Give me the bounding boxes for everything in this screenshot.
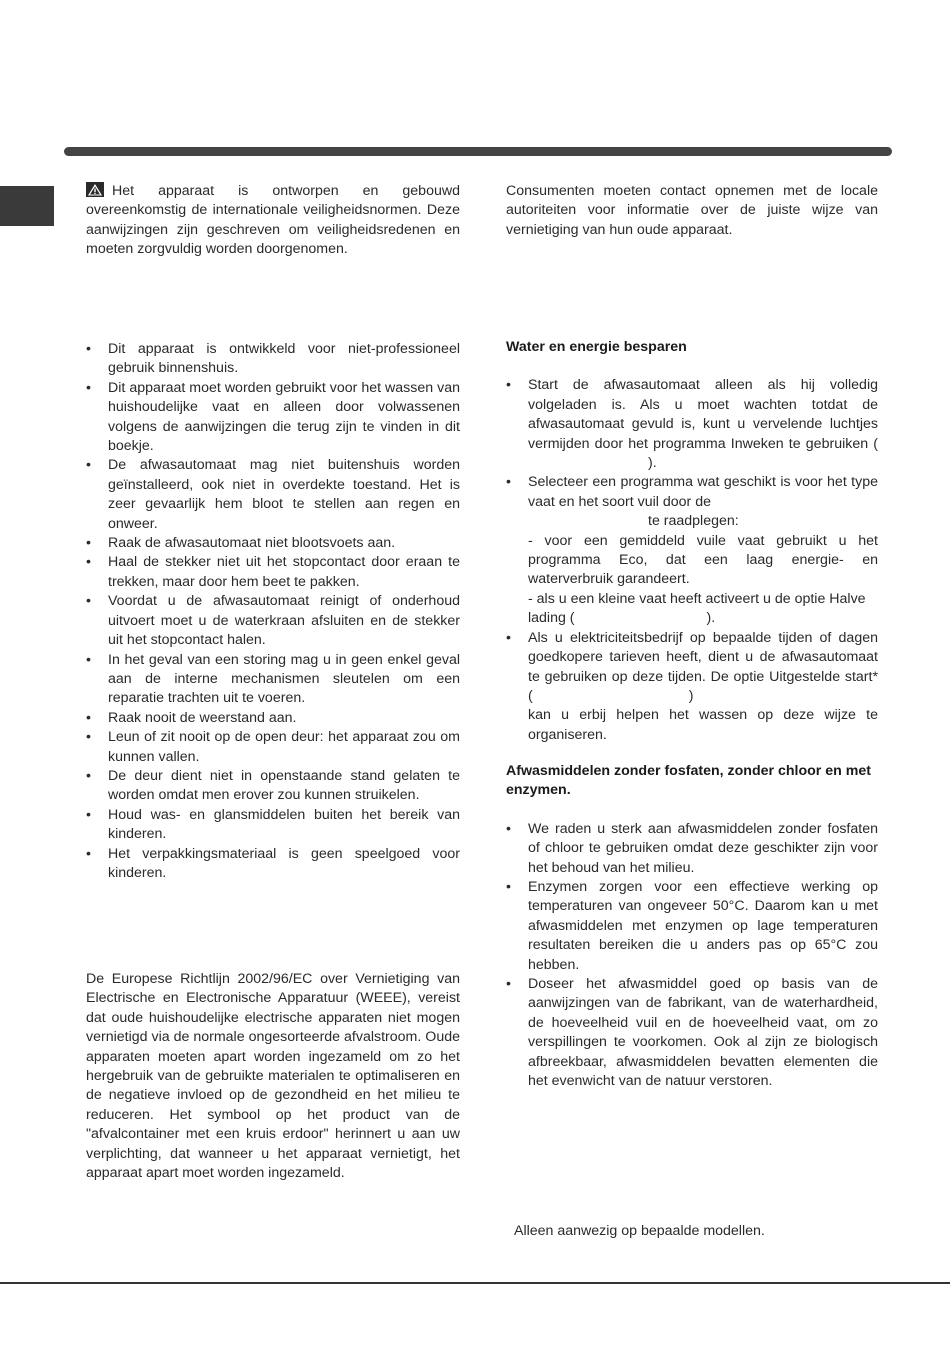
- list-item: • We raden u sterk aan afwasmiddelen zonder fosfaten of chloor te gebruiken omdat deze geschikter zijn voor het behoud van het milieu.: [506, 820, 878, 878]
- consumers-section: [506, 182, 878, 240]
- saving-item-text: Als u elektriciteitsbedrijf op bepaalde tijden of dagen goedkopere tarieven heeft, dient u de afwasautomaat te gebruiken op deze tijden. De optie Uitgestelde start* (: [528, 629, 878, 704]
- list-item: • De afwasautomaat mag niet buitenshuis worden geïnstalleerd, ook niet in overdekte toestand. Het is zeer gevaarlijk hem bloot te stellen aan regen en onweer.: [86, 456, 460, 534]
- list-item: [506, 629, 878, 745]
- weee-paragraph: De Europese Richtlijn 2002/96/EC over Vernietiging van Electrische en Electronische Apparatuur (WEEE), vereist dat oude huishoudelijke electrische apparaten niet mogen vernietigd via de normale ongesorteerde afvalstroom. Oude apparaten moeten apart worden ingezameld om zo het hergebruik van de gebruikte materialen te optimaliseren en de negatieve invloed op de gezondheid en het milieu te reduceren. Het symbool op het product van de "afvalcontainer met een kruis erdoor" herinnert u aan uw verplichting, dat wanneer u het apparaat vernietigt, het apparaat apart moet worden ingezameld.: [86, 971, 460, 1182]
- list-item: • Het verpakkingsmateriaal is geen speelgoed voor kinderen.: [86, 845, 460, 884]
- list-item: • Doseer het afwasmiddel goed op basis van de aanwijzingen van de fabrikant, van de waterhardheid, de hoeveelheid vuil en de hoeveelheid vaat, om zo verspillingen te voorkomen. Ook al zijn ze biologisch afbreekbaar, afwasmiddelen bevatten elementen die het evenwicht van de natuur verstoren.: [506, 975, 878, 1091]
- list-item: • In het geval van een storing mag u in geen enkel geval aan de interne mechanismen sleutelen om een reparatie trachten uit te voeren.: [86, 651, 460, 709]
- saving-item-text: • Selecteer een programma wat geschikt is voor het type vaat en het soort vuil door de: [528, 474, 878, 510]
- list-item: • Haal de stekker niet uit het stopcontact door eraan te trekken, maar door hem beet te pakken.: [86, 553, 460, 592]
- list-item: [506, 473, 878, 628]
- list-item: • Dit apparaat moet worden gebruikt voor het wassen van huishoudelijke vaat en alleen door volwassenen volgens de aanwijzingen die terug zijn te vinden in dit boekje.: [86, 379, 460, 457]
- safety-section: [86, 340, 460, 883]
- footnote-section: [514, 1222, 894, 1241]
- warning-triangle-icon: [86, 182, 104, 197]
- list-item: • Enzymen zorgen voor een effectieve werking op temperaturen van ongeveer 50°C. Daarom kan u met afwasmiddelen met enzymen op lage temperaturen resultaten bereiken die u anders pas op 65°C zou hebben.: [506, 878, 878, 975]
- list-item: • Leun of zit nooit op de open deur: het apparaat zou om kunnen vallen.: [86, 728, 460, 767]
- list-item: • De deur dient niet in openstaande stand gelaten te worden omdat men erover zou kunnen struikelen.: [86, 767, 460, 806]
- intro-text: Het apparaat is ontworpen en gebouwd overeenkomstig de internationale veiligheidsnormen. Deze aanwijzingen zijn geschreven om veiligheidsredenen en moeten zorgvuldig worden doorgenomen.: [86, 183, 460, 258]
- detergents-heading: Afwasmiddelen zonder fosfaten, zonder chloor en met enzymen.: [506, 763, 871, 799]
- saving-item-text: kan u erbij helpen het wassen op deze wijze te organiseren.: [528, 707, 878, 743]
- intro-section: [86, 182, 460, 260]
- saving-section: [506, 338, 878, 745]
- saving-heading: Water en energie besparen: [506, 339, 687, 355]
- list-item: • Raak nooit de weerstand aan.: [86, 709, 460, 728]
- detergents-section: [506, 762, 878, 1092]
- footnote: Alleen aanwezig op bepaalde modellen.: [514, 1223, 765, 1239]
- saving-item-text: ).: [648, 455, 657, 472]
- weee-section: [86, 970, 460, 1183]
- intro-paragraph: [86, 182, 460, 260]
- saving-item-text: - voor een gemiddeld vuile vaat gebruikt u het programma Eco, dat een laag energie- en waterverbruik garandeert.: [528, 532, 878, 588]
- list-item: • Raak de afwasautomaat niet blootsvoets aan.: [86, 534, 460, 553]
- saving-item-text: te raadplegen:: [648, 513, 739, 530]
- list-item: • Dit apparaat is ontwikkeld voor niet-professioneel gebruik binnenshuis.: [86, 340, 460, 379]
- consumers-paragraph: Consumenten moeten contact opnemen met de locale autoriteiten voor informatie over de juiste wijze van vernietiging van hun oude apparaat.: [506, 183, 878, 238]
- saving-item-text: ).: [706, 610, 716, 627]
- saving-list: [506, 376, 878, 745]
- detergents-list: [506, 820, 878, 1092]
- header-rule: [64, 147, 892, 156]
- safety-list: [86, 340, 460, 883]
- saving-item-text: - als u een kleine vaat heeft activeert u de optie Halve lading (: [528, 590, 866, 627]
- list-item: • Voordat u de afwasautomaat reinigt of onderhoud uitvoert moet u de waterkraan afsluiten en de stekker uit het stopcontact halen.: [86, 592, 460, 650]
- language-tab: [0, 186, 54, 226]
- saving-item-text: ): [688, 687, 694, 704]
- list-item: • Houd was- en glansmiddelen buiten het bereik van kinderen.: [86, 806, 460, 845]
- footer-rule: [0, 1282, 950, 1284]
- list-item: [506, 376, 878, 473]
- saving-item-text: Start de afwasautomaat alleen als hij volledig volgeladen is. Als u moet wachten totdat de afwasautomaat gevuld is, kunt u vervelende luchtjes vermijden door het programma Inweken te gebruiken (: [528, 377, 878, 452]
